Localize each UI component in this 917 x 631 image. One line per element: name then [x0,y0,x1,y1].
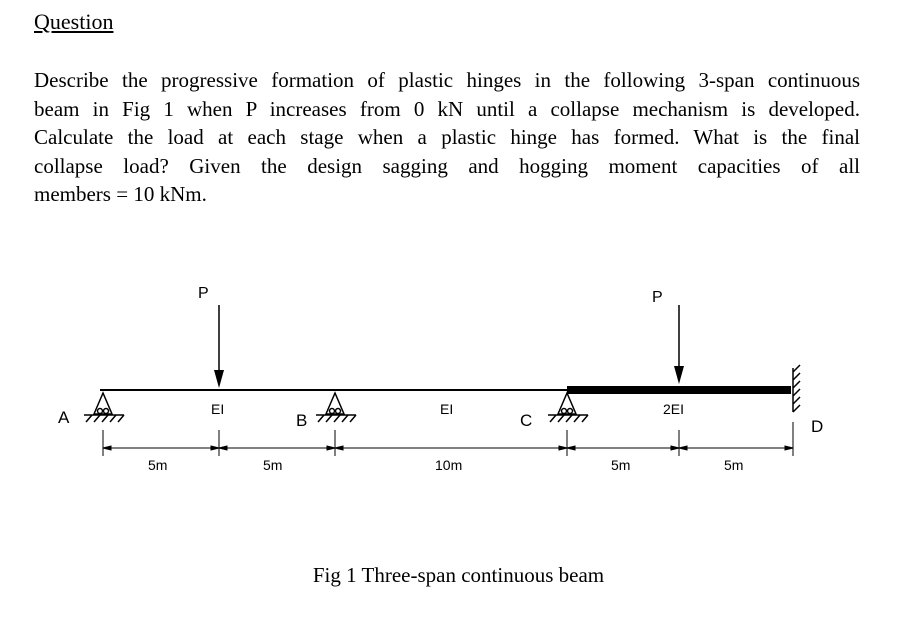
stiffness-label-cd: 2EI [663,401,685,417]
pin-support-a [84,393,124,422]
load-label-1: P [198,285,209,302]
dimension-label-2: 5m [263,457,283,473]
question-line-1: Describe the progressive formation of plastic hinges in the following 3-span continuous [34,68,860,92]
support-label-a: A [58,408,70,427]
question-heading: Question [34,9,114,34]
pin-support-b [316,393,356,422]
question-line-2: beam in Fig 1 when P increases from 0 kN until a collapse mechanism is developed. [34,96,860,121]
dimension-label-5: 5m [724,457,744,473]
dimension-label-3: 10m [435,457,463,473]
question-line-3: Calculate the load at each stage when a plastic hinge has formed. What is the final [34,125,860,149]
load-arrow-1 [214,305,224,388]
fixed-support-d [793,365,800,412]
support-label-b: B [296,411,308,430]
load-label-2: P [652,289,663,306]
pin-support-c [548,393,588,422]
support-label-c: C [520,411,533,430]
dimension-label-1: 5m [148,457,168,473]
support-label-d: D [811,417,824,436]
dimension-line [103,422,793,456]
question-line-5: members = 10 kNm. [34,182,207,206]
question-line-4: collapse load? Given the design sagging and hogging moment capacities of all [34,153,860,178]
stiffness-label-bc: EI [440,401,454,417]
stiffness-label-ab: EI [211,401,225,417]
figure-caption: Fig 1 Three-span continuous beam [312,563,605,587]
dimension-label-4: 5m [611,457,631,473]
load-arrow-2 [674,305,684,384]
